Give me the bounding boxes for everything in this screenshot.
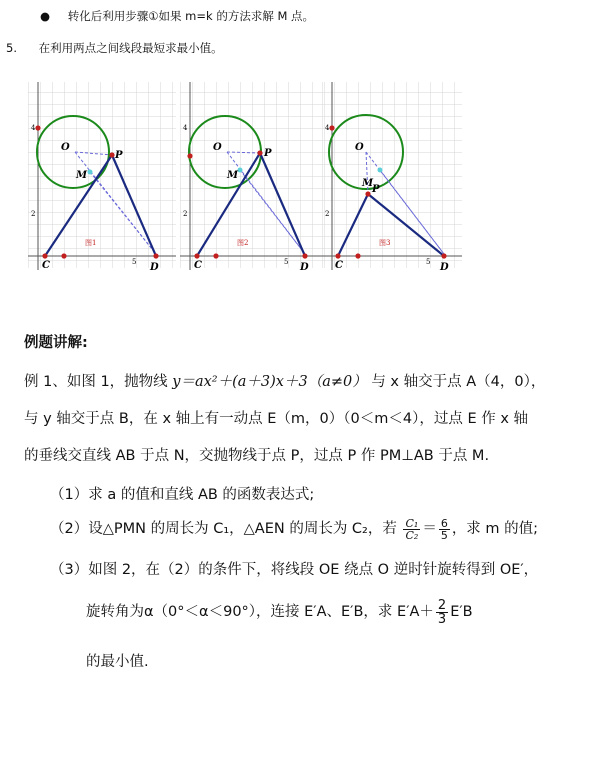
parabola-equation: y＝ax²＋(a＋3)x＋3（a≠0） [172,374,367,390]
figure-3 [322,82,462,273]
question-3-line-1: （3）如图 2，在（2）的条件下，将线段 OE 绕点 O 逆时针旋转得到 OE′， [50,562,539,578]
fig1-caption: 图1 [85,239,97,247]
six-numerator: 6 [440,516,448,530]
three-denominator: 3 [437,611,447,627]
five-denominator: 5 [440,528,448,542]
example-heading: 例题讲解: [24,335,88,351]
fig2-label-P: P [264,148,272,159]
fig1-label-O: O [61,142,70,153]
figure-1 [28,82,176,273]
fig3-label-C: C [335,260,343,271]
fig1-label-D: D [150,262,159,273]
example-line-1-lead: 例 1、如图 1，抛物线 [24,374,173,390]
item-5-number: 5. [6,41,17,55]
two-numerator: 2 [437,597,447,613]
fig3-label-M: M [362,178,374,189]
fig1-tick-x5: 5 [132,258,137,266]
bullet-dot: ● [40,9,51,23]
fig2-label-M: M [227,170,239,181]
c1-numerator: C₁ [405,516,419,530]
question-2-lead: （2）设△PMN 的周长为 C₁，△AEN 的周长为 C₂，若 [50,521,397,537]
equals-sign: ＝ [422,521,437,537]
question-2 [50,512,538,546]
question-2-tail: ，求 m 的值; [451,521,539,537]
figures-strip [0,80,608,280]
fig2-tick-y2: 2 [183,210,188,218]
two-thirds-fraction [436,599,448,626]
question-1: （1）求 a 的值和直线 AB 的函数表达式; [50,487,315,503]
example-line-2: 与 y 轴交于点 B，在 x 轴上有一动点 E（m，0）（0＜m＜4），过点 E 作 x 轴 [24,411,529,427]
fig1-tick-y2: 2 [31,210,36,218]
bullet-line [40,8,314,24]
fig3-label-O: O [355,142,364,153]
fig2-caption: 图2 [237,239,249,247]
item-5-text: 在利用两点之间线段最短求最小值。 [38,41,223,55]
example-line-1 [24,370,545,391]
fig1-label-C: C [42,260,50,271]
question-3-line-2-lead: 旋转角为α（0°＜α＜90°），连接 E′A、E′B，求 E′A＋ [86,604,434,620]
fig3-tick-y2: 2 [325,210,330,218]
fig3-tick-y4: 4 [325,124,330,132]
example-line-3: 的垂线交直线 AB 于点 N，交抛物线于点 P，过点 P 作 PM⊥AB 于点 M. [24,448,490,464]
fig3-label-P: P [372,184,380,195]
c1-over-c2-fraction [403,518,420,541]
fig1-label-M: M [76,170,88,181]
fig3-label-D: D [440,262,449,273]
c2-denominator: C₂ [405,528,419,542]
question-3-line-3: 的最小值. [86,654,149,670]
six-fifths-fraction [439,518,450,541]
fig1-tick-y4: 4 [31,124,36,132]
example-line-1-tail: 与 x 轴交于点 A（4，0）， [366,374,546,390]
fig2-label-C: C [194,260,202,271]
question-3-line-2 [86,592,473,632]
fig2-label-D: D [300,262,309,273]
item-5 [6,40,223,56]
figure-2 [180,82,328,273]
fig2-label-O: O [213,142,222,153]
fig2-tick-x5: 5 [284,258,289,266]
fig1-label-P: P [115,150,123,161]
fig3-tick-x5: 5 [426,258,431,266]
fig2-tick-y4: 4 [183,124,188,132]
question-3-line-2-tail: E′B [450,604,473,620]
fig3-caption: 图3 [379,239,391,247]
bullet-text: 转化后利用步骤①如果 m=k 的方法求解 M 点。 [67,9,315,23]
